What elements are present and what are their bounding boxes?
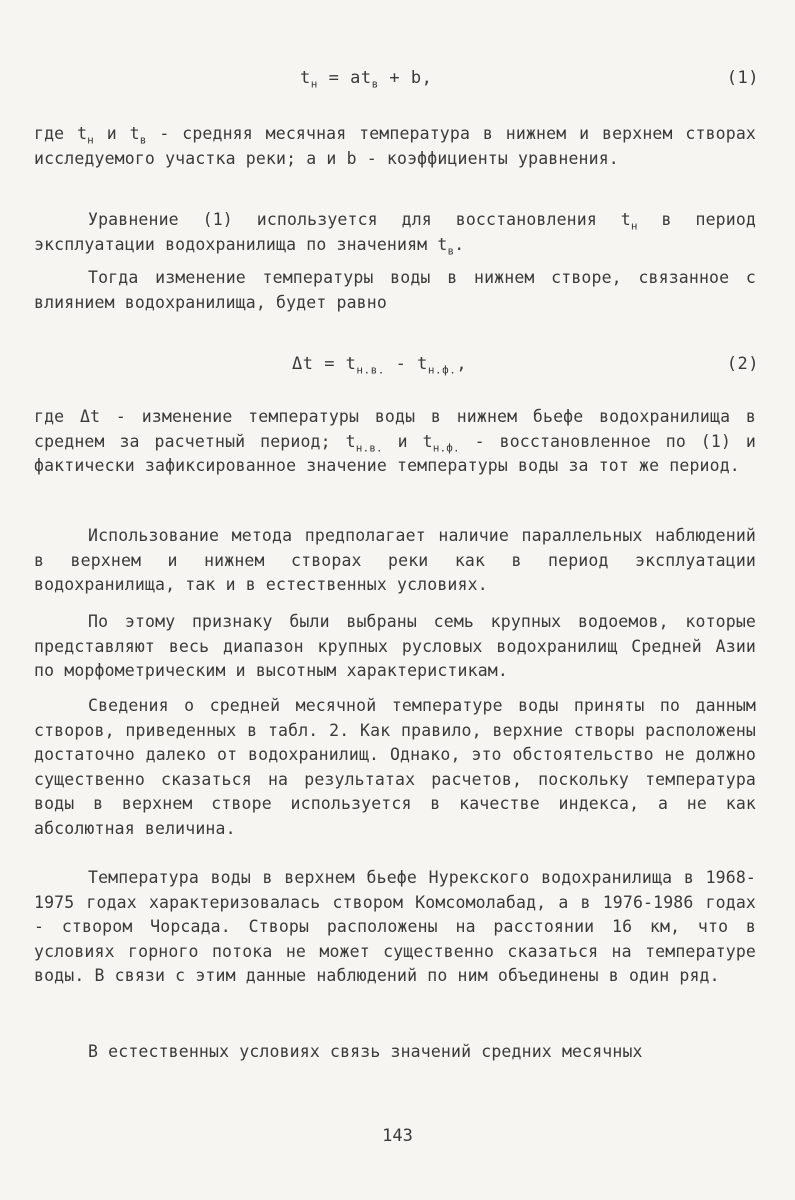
paragraph-natural-conditions: В естественных условиях связь значений средних месячных	[88, 1042, 643, 1061]
paragraph-temperature-change: Тогда изменение температуры воды в нижнем створе, связанное с влиянием водохранилища, будет равно	[34, 268, 756, 312]
paragraph-data-sources: Сведения о средней месячной температуре воды приняты по данным створов, приведенных в табл. 2. Как правило, верхние створы расположены достаточно далеко от водохранилищ. Однако, это обстоятельство не должно существенно сказаться на результатах расчетов, поскольку температура воды в верхнем створе используется в качестве индекса, а не как абсолютная величина.	[34, 696, 756, 838]
paragraph-equation-usage: Уравнение (1) используется для восстановления $t_н$ в период эксплуатации водохранилища по значениям $t_в$.	[34, 210, 756, 257]
equation-2-formula: $\Delta t = t_{н.в.} - t_{н.ф.}$,	[292, 354, 468, 377]
equation-1-formula: $t_н = at_в + b$,	[300, 68, 433, 91]
paragraph-nurek: Температура воды в верхнем бьефе Нурекского водохранилища в 1968-1975 годах характеризовалась створом Комсомолабад, а в 1976-1986 годах - створом Чорсада. Створы расположены на расстоянии 16 км, что в условиях горного потока не может существенно сказаться на температуре воды. В связи с этим данные наблюдений по ним объединены в один ряд.	[34, 868, 756, 986]
paragraph-definitions-1: где $t_н$ и $t_в$ - средняя месячная температура в нижнем и верхнем створах исследуемого участка реки; а и b - коэффициенты уравнения.	[34, 124, 756, 168]
paragraph-reservoirs: По этому признаку были выбраны семь крупных водоемов, которые представляют весь диапазон крупных русловых водохранилищ Средней Азии по морфометрическим и высотным характеристикам.	[34, 612, 756, 681]
page-number: 143	[382, 1126, 413, 1146]
equation-2-number: (2)	[726, 354, 759, 374]
paragraph-method: Использование метода предполагает наличие параллельных наблюдений в верхнем и нижнем створах реки как в период эксплуатации водохранилища, так и в естественных условиях.	[34, 526, 756, 595]
paragraph-definitions-2: где Δt - изменение температуры воды в нижнем бьефе водохранилища в среднем за расчетный период; $t_{н.в.}$ и $t_{н.ф.}$ - восстановленное по (1) и фактически зафиксированное значение температуры воды за тот же период.	[34, 407, 757, 476]
equation-1-number: (1)	[726, 68, 759, 88]
